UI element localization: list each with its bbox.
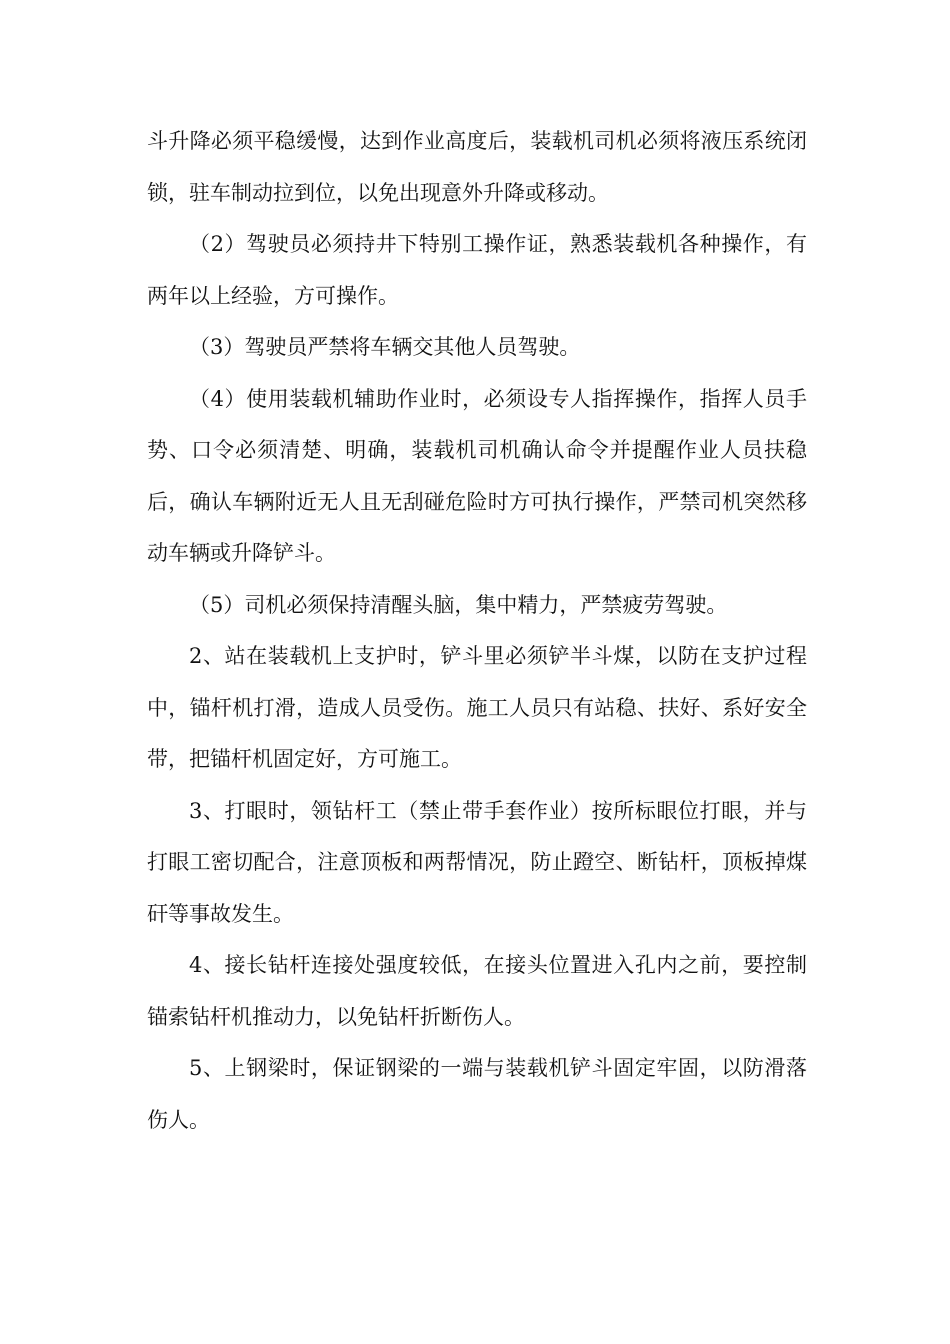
paragraph-item-3: （3）驾驶员严禁将车辆交其他人员驾驶。: [189, 335, 581, 359]
paragraph-continuation: 斗升降必须平稳缓慢，达到作业高度后，装载机司机必须将液压系统闭锁，驻车制动拉到位，以免出现意外升降或移动。: [147, 129, 807, 205]
paragraph-section-2: 2、站在装载机上支护时，铲斗里必须铲半斗煤，以防在支护过程中，锚杆机打滑，造成人员受伤。施工人员只有站稳、扶好、系好安全带，把锚杆机固定好，方可施工。: [147, 644, 807, 771]
paragraph-section-3: 3、打眼时，领钻杆工（禁止带手套作业）按所标眼位打眼，并与打眼工密切配合，注意顶板和两帮情况，防止蹬空、断钻杆，顶板掉煤矸等事故发生。: [147, 798, 807, 926]
paragraph-section-4: 4、接长钻杆连接处强度较低，在接头位置进入孔内之前，要控制锚索钻杆机推动力，以免钻杆折断伤人。: [147, 953, 807, 1029]
paragraph-item-5: （5）司机必须保持清醒头脑，集中精力，严禁疲劳驾驶。: [189, 592, 728, 617]
paragraph-item-4: （4）使用装载机辅助作业时，必须设专人指挥操作，指挥人员手势、口令必须清楚、明确，装载机司机确认命令并提醒作业人员扶稳后，确认车辆附近无人且无刮碰危险时方可执行操作，严禁司机突然移动车辆或升降铲斗。: [147, 386, 807, 565]
paragraph-section-5: 5、上钢梁时，保证钢梁的一端与装载机铲斗固定牢固，以防滑落伤人。: [147, 1056, 807, 1132]
document-body: [147, 116, 807, 1146]
paragraph-item-2: （2）驾驶员必须持井下特别工操作证，熟悉装载机各种操作，有两年以上经验，方可操作。: [147, 232, 807, 308]
